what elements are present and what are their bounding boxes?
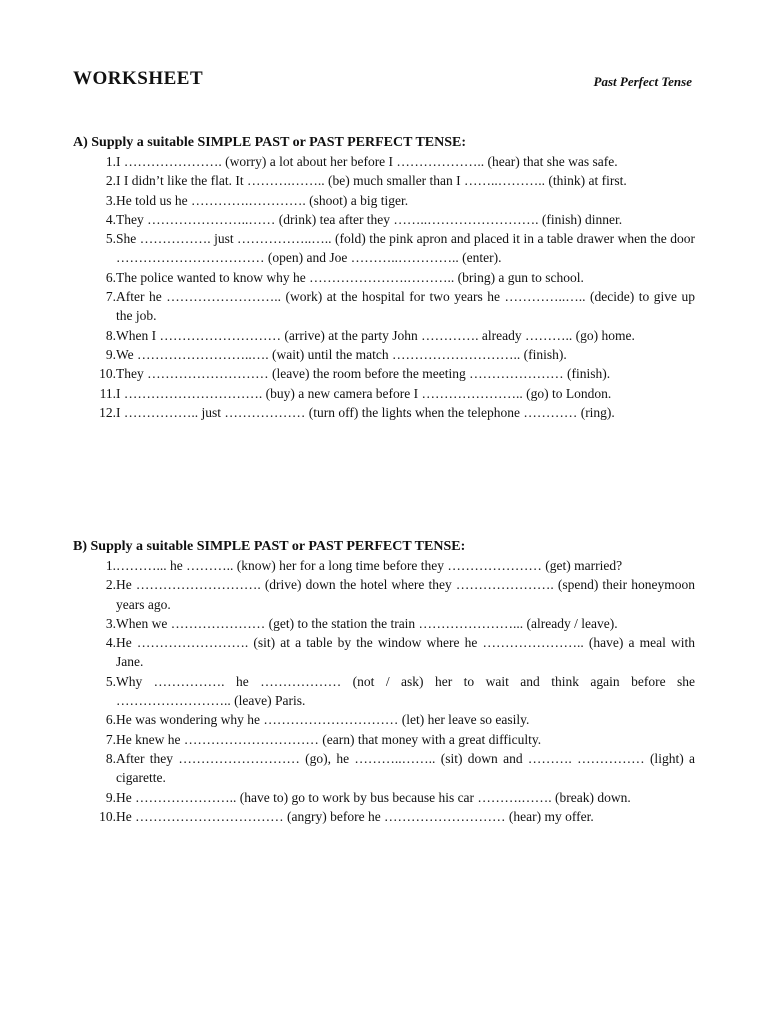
item-number: 12.	[99, 404, 116, 420]
exercise-item	[73, 788, 695, 807]
exercise-item	[73, 633, 695, 672]
item-text: He told us he ………….…………. (shoot) a big tiger.	[116, 192, 409, 208]
item-number: 11.	[99, 385, 116, 401]
item-text: He ……………………. (sit) at a table by the window where he ………………….. (have) a meal with Jane.	[116, 635, 695, 670]
section-a	[73, 133, 695, 422]
item-text: I …………………. (worry) a lot about her before I ……………….. (hear) that she was safe.	[116, 154, 618, 169]
item-text: I …………….. just ……………… (turn off) the lights when the telephone ………… (ring).	[116, 404, 615, 420]
item-number: 1.	[105, 154, 116, 169]
exercise-item	[73, 556, 695, 575]
item-number: 8.	[105, 327, 116, 343]
item-text: She ……………. just ……………..….. (fold) the pink apron and placed it in a table drawer when the door …………………………… (open) and Joe ………..………….. (enter).	[116, 231, 695, 266]
item-text: He knew he ………………………… (earn) that money with a great difficulty.	[116, 731, 542, 747]
worksheet-title: WORKSHEET	[73, 68, 204, 89]
exercise-item	[73, 403, 695, 422]
item-number: 8.	[105, 750, 116, 766]
section-b	[73, 537, 695, 826]
worksheet-subtitle: Past Perfect Tense	[593, 74, 692, 89]
section-b-heading: B) Supply a suitable SIMPLE PAST or PAST PERFECT TENSE:	[73, 539, 466, 554]
exercise-item	[73, 326, 695, 345]
item-number: 5.	[105, 673, 116, 689]
item-text: He …………………………… (angry) before he ……………………… (hear) my offer.	[116, 808, 594, 824]
item-number: 5.	[105, 231, 116, 247]
section-a-list	[73, 152, 695, 422]
exercise-item	[73, 152, 695, 171]
exercise-item	[73, 384, 695, 403]
exercise-item	[73, 229, 695, 268]
item-number: 7.	[105, 731, 116, 747]
item-text: They ……………………… (leave) the room before the meeting ………………… (finish).	[116, 366, 611, 382]
item-text: He ………………………. (drive) down the hotel where they …………………. (spend) their honeymoon years ago.	[116, 577, 695, 612]
exercise-item	[73, 364, 695, 383]
item-number: 9.	[105, 346, 116, 362]
item-number: 3.	[105, 192, 116, 208]
item-number: 2.	[105, 577, 116, 593]
item-text: He was wondering why he ………………………… (let) her leave so easily.	[116, 712, 530, 728]
item-text: When I ……………………… (arrive) at the party John …………. already ……….. (go) home.	[116, 327, 635, 343]
item-text: ………... he ……….. (know) her for a long time before they ………………… (get) married?	[116, 558, 623, 573]
item-text: They …………………..…… (drink) tea after they ……..……………………. (finish) dinner.	[116, 211, 623, 227]
item-text: When we ………………… (get) to the station the train …………………... (already / leave).	[116, 615, 618, 631]
item-number: 6.	[105, 712, 116, 728]
exercise-item	[73, 171, 695, 190]
exercise-item	[73, 749, 695, 788]
item-text: The police wanted to know why he ………………….……….. (bring) a gun to school.	[116, 269, 584, 285]
item-number: 6.	[105, 269, 116, 285]
item-number: 3.	[105, 615, 116, 631]
exercise-item	[73, 287, 695, 326]
exercise-item	[73, 575, 695, 614]
item-number: 10.	[99, 808, 116, 824]
section-a-heading: A) Supply a suitable SIMPLE PAST or PAST PERFECT TENSE:	[73, 135, 467, 150]
item-number: 9.	[105, 789, 116, 805]
item-text: Why ……………. he ……………… (not / ask) her to wait and think again before she …………………….. (leave) Paris.	[116, 673, 695, 709]
exercise-item	[73, 345, 695, 364]
exercise-item	[73, 210, 695, 229]
section-b-list	[73, 556, 695, 826]
item-text: We ……………………..…. (wait) until the match ……………………….. (finish).	[116, 346, 567, 362]
item-text: After they ……………………… (go), he ………..…….. (sit) down and ………. …………… (light) a cigarette.	[116, 750, 695, 786]
item-text: After he …………………….. (work) at the hospital for two years he …………..….. (decide) to give up the job.	[116, 289, 695, 324]
exercise-item	[73, 710, 695, 729]
item-number: 4.	[105, 635, 116, 651]
exercise-item	[73, 730, 695, 749]
exercise-item	[73, 268, 695, 287]
exercise-item	[73, 191, 695, 210]
item-number: 2.	[105, 173, 116, 189]
exercise-item	[73, 672, 695, 711]
item-text: He ………………….. (have to) go to work by bus because his car ……….……. (break) down.	[116, 789, 631, 805]
item-text: I I didn’t like the flat. It ……….…….. (be) much smaller than I ……..……….. (think) at first.	[116, 173, 627, 189]
item-number: 4.	[105, 211, 116, 227]
item-number: 1.	[105, 558, 116, 573]
item-text: I …………………………. (buy) a new camera before I ………………….. (go) to London.	[116, 385, 612, 401]
exercise-item	[73, 614, 695, 633]
item-number: 7.	[105, 289, 116, 305]
exercise-item	[73, 807, 695, 826]
item-number: 10.	[99, 366, 116, 382]
